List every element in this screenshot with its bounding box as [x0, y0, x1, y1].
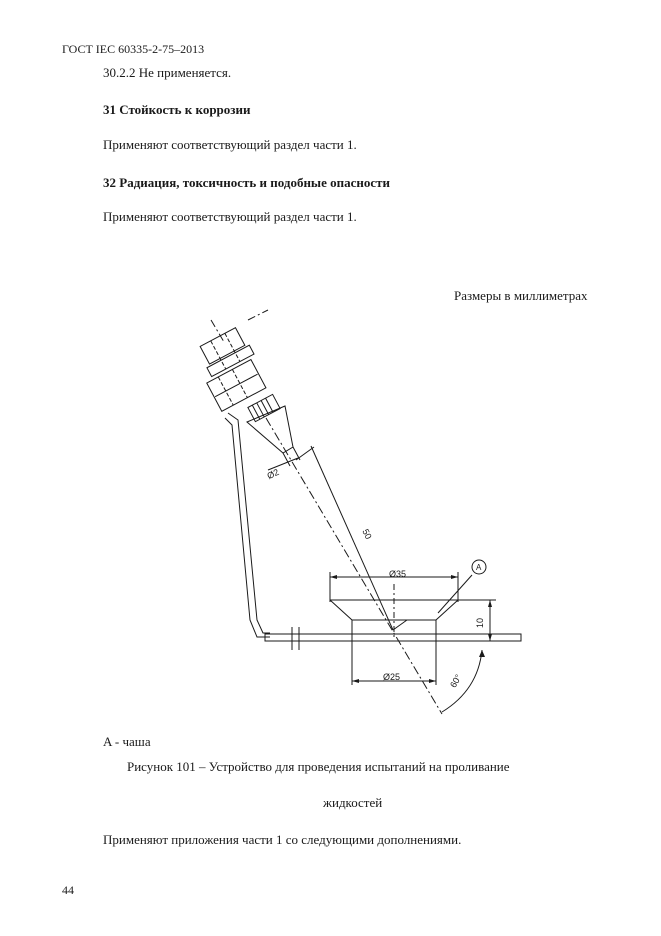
figure-caption-line2: жидкостей	[323, 795, 383, 810]
paragraph-annex: Применяют приложения части 1 со следующими дополнениями.	[103, 832, 462, 847]
dim-angle-60: 60°	[448, 672, 464, 690]
dim-dish-top-diameter: Ø35	[389, 569, 407, 579]
units-note: Размеры в миллиметрах	[454, 288, 588, 303]
dim-height-10: 10	[475, 617, 486, 629]
page-number: 44	[62, 883, 74, 897]
figure-legend: A - чаша	[103, 734, 151, 749]
heading-31: 31 Стойкость к коррозии	[103, 102, 251, 117]
paragraph-30-2-2: 30.2.2 Не применяется.	[103, 65, 232, 80]
paragraph-31: Применяют соответствующий раздел части 1.	[103, 137, 357, 152]
dim-nozzle-diameter: Ø2	[265, 466, 281, 482]
paragraph-32: Применяют соответствующий раздел части 1.	[103, 209, 357, 224]
heading-32: 32 Радиация, токсичность и подобные опасности	[103, 175, 391, 190]
figure-caption-line1: Рисунок 101 – Устройство для проведения испытаний на проливание	[127, 759, 510, 774]
callout-a: A	[476, 563, 482, 572]
header-standard: ГОСТ IEC 60335-2-75–2013	[62, 42, 205, 56]
dim-length-50: 50	[360, 527, 374, 541]
dim-dish-bottom-diameter: Ø25	[383, 672, 401, 682]
